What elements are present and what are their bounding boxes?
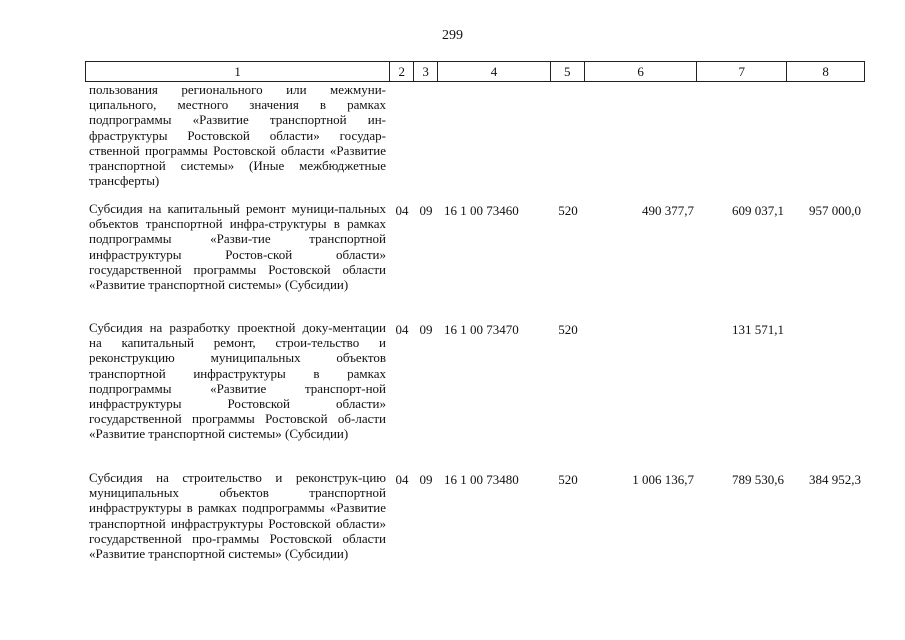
row-description: пользования регионального или межмуни-ципального, местного значения в рамках подпрограммы «Развитие транспортной ин-фраструктуры Ростовской области» государ-ственной программы Ростовской области «Развитие транспортной системы» (Иные межбюджетные трансферты) xyxy=(89,82,386,189)
row-csr xyxy=(438,82,551,199)
row-year3 xyxy=(788,320,865,468)
header-col-4: 4 xyxy=(438,62,551,81)
row-year2: 789 530,6 xyxy=(732,472,784,487)
header-col-5: 5 xyxy=(551,62,585,81)
table-row xyxy=(85,468,865,590)
row-pr: 09 xyxy=(419,322,433,337)
row-rz: 04 xyxy=(395,472,409,487)
row-rz: 04 xyxy=(395,203,409,218)
row-pr xyxy=(414,82,438,199)
header-col-1: 1 xyxy=(86,62,390,81)
row-vr: 520 xyxy=(558,203,578,218)
row-description: Субсидия на капитальный ремонт муници-пальных объектов транспортной инфра-структуры в рамках подпрограммы «Разви-тие транспортной инфраструктуры Ростов-ской области» государственной программы Ростовской области «Развитие транспортной системы» (Субсидии) xyxy=(89,201,386,293)
row-vr: 520 xyxy=(558,322,578,337)
row-year2 xyxy=(698,82,788,199)
row-year1: 1 006 136,7 xyxy=(632,472,694,487)
row-year3: 957 000,0 xyxy=(809,203,861,218)
row-year1 xyxy=(585,82,698,199)
row-year3 xyxy=(788,82,865,199)
table-row xyxy=(85,318,865,468)
row-vr: 520 xyxy=(558,472,578,487)
table-body xyxy=(85,82,865,590)
row-year2: 131 571,1 xyxy=(732,322,784,337)
row-year2: 609 037,1 xyxy=(732,203,784,218)
row-pr: 09 xyxy=(419,472,433,487)
table-row xyxy=(85,199,865,318)
row-year3: 384 952,3 xyxy=(809,472,861,487)
header-col-3: 3 xyxy=(414,62,438,81)
row-pr: 09 xyxy=(419,203,433,218)
row-year1 xyxy=(585,320,698,468)
row-vr xyxy=(551,82,585,199)
row-rz: 04 xyxy=(395,322,409,337)
row-csr: 16 1 00 73460 xyxy=(444,203,519,218)
row-description: Субсидия на строительство и реконструк-цию муниципальных объектов транспортной инфраструктуры в рамках подпрограммы «Развитие транспортной инфраструктуры Ростовской области» государственной про-граммы Ростовской области «Развитие транспортной системы» (Субсидии) xyxy=(89,470,386,562)
row-year1: 490 377,7 xyxy=(642,203,694,218)
row-description: Субсидия на разработку проектной доку-ментации на капитальный ремонт, строи-тельство и реконструкцию муниципальных объектов транспортной инфраструктуры в рамках подпрограммы «Развитие транспорт-ной инфраструктуры Ростовской области» государственной программы Ростовской об-ласти «Развитие транспортной системы» (Субсидии) xyxy=(89,320,386,442)
row-csr: 16 1 00 73480 xyxy=(444,472,519,487)
row-csr: 16 1 00 73470 xyxy=(444,322,519,337)
header-col-6: 6 xyxy=(585,62,698,81)
table-header xyxy=(85,61,865,82)
header-col-2: 2 xyxy=(390,62,414,81)
header-col-8: 8 xyxy=(822,64,829,79)
header-col-7: 7 xyxy=(697,62,787,81)
page-number: 299 xyxy=(442,28,463,43)
row-rz xyxy=(390,82,414,199)
table-row xyxy=(85,82,865,199)
